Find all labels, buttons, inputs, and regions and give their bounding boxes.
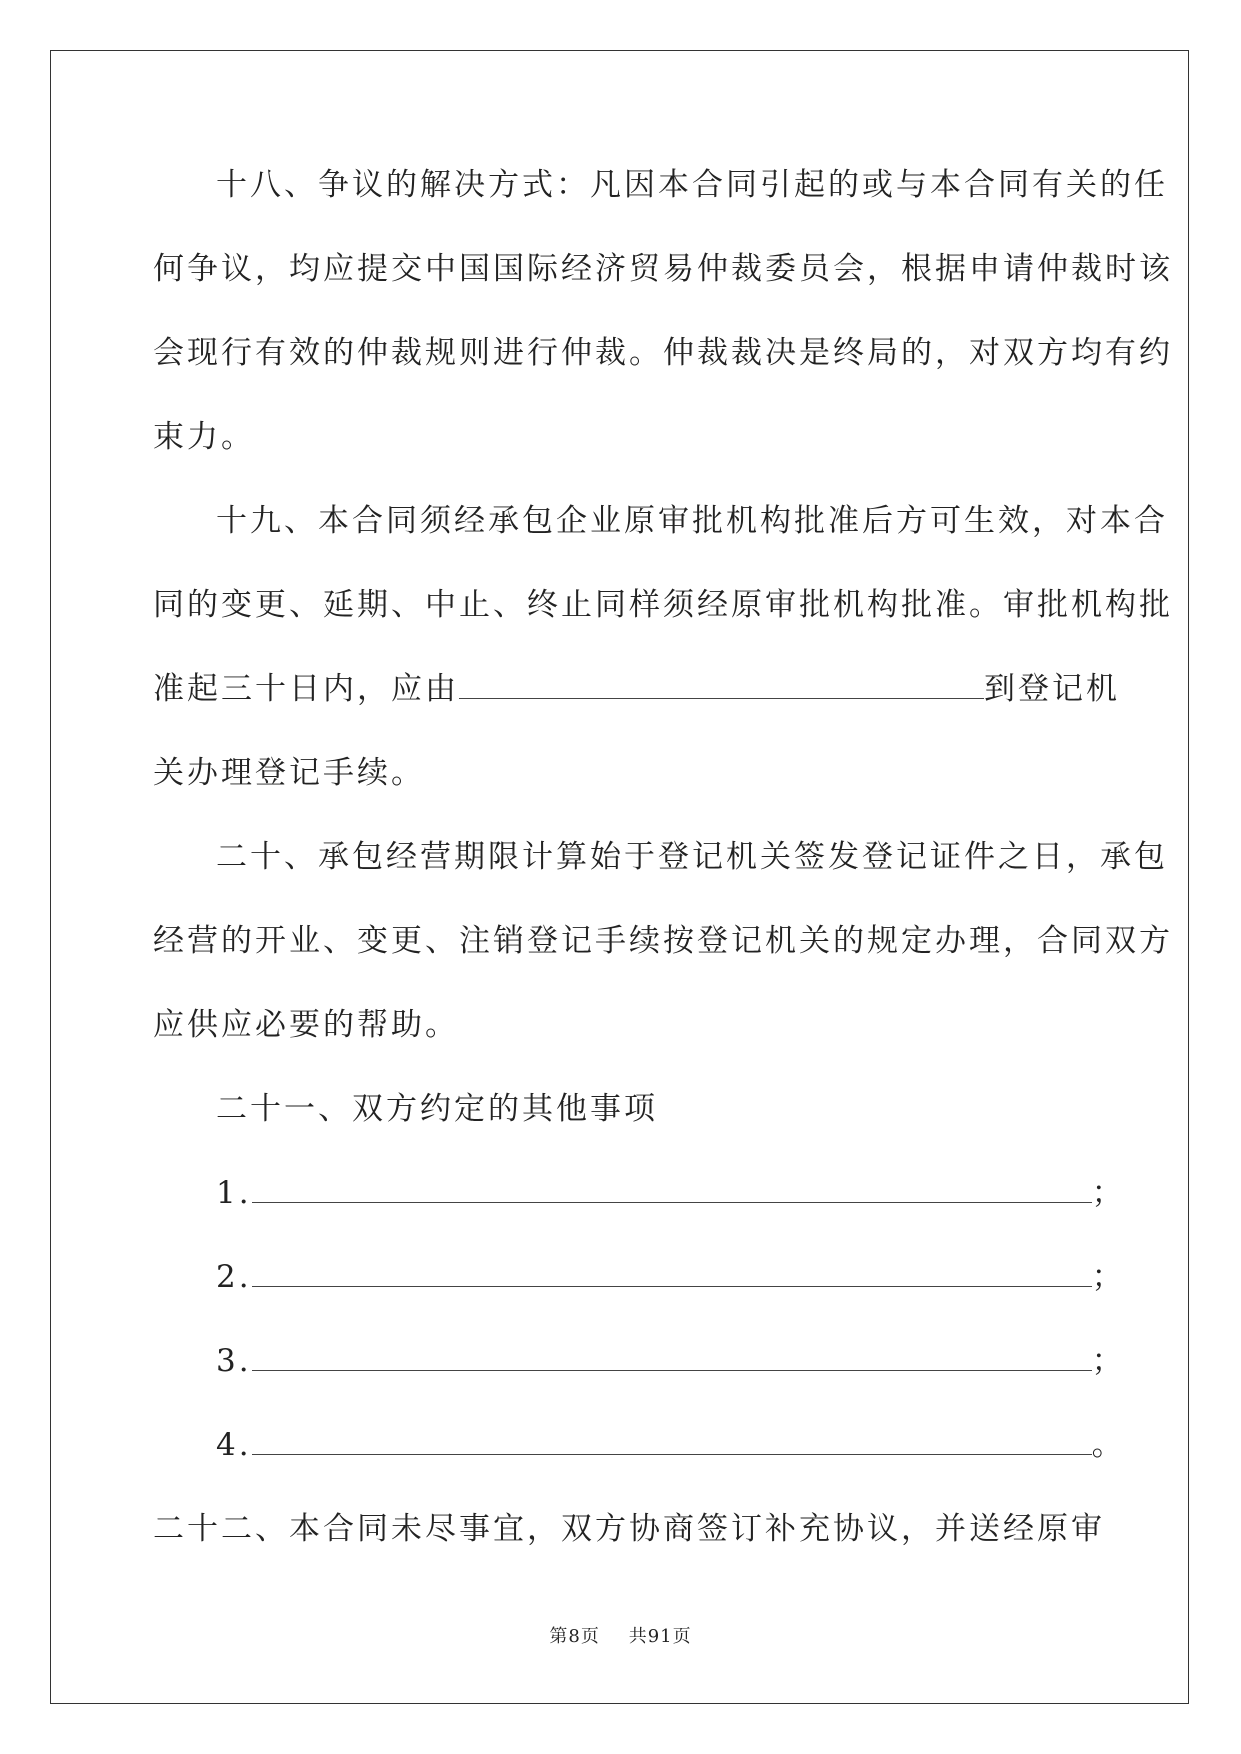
list-item-number: 4. [216,1427,252,1463]
paragraph-18-line-1: 十八、争议的解决方式：凡因本合同引起的或与本合同有关的任 [216,167,1168,203]
paragraph-19-line-3-start: 准起三十日内，应由 [153,671,459,707]
paragraph-20-line-3: 应供应必要的帮助。 [153,1007,459,1043]
paragraph-21-title: 二十一、双方约定的其他事项 [216,1091,658,1127]
paragraph-19-line-1: 十九、本合同须经承包企业原审批机构批准后方可生效，对本合 [216,503,1168,539]
list-item [153,1252,1126,1336]
list-item-end: 。 [1091,1427,1126,1463]
paragraph-18-line-4: 束力。 [153,419,255,455]
paragraph-19-line-3 [153,664,1120,748]
fill-in-blank-item-3[interactable] [252,1338,1092,1371]
paragraph-18-line-3: 会现行有效的仲裁规则进行仲裁。仲裁裁决是终局的，对双方均有约 [153,335,1173,371]
page-total: 共91页 [628,1626,692,1647]
fill-in-blank-item-4[interactable] [252,1422,1092,1455]
page-footer [0,1622,1241,1648]
paragraph-20-line-1: 二十、承包经营期限计算始于登记机关签发登记证件之日，承包 [216,839,1168,875]
page-number: 第8页 [549,1626,600,1647]
paragraph-19-line-4: 关办理登记手续。 [153,755,425,791]
fill-in-blank-registrant[interactable] [459,666,984,699]
document-body [153,160,1173,1588]
fill-in-blank-item-2[interactable] [252,1254,1092,1287]
paragraph-20-line-2: 经营的开业、变更、注销登记手续按登记机关的规定办理，合同双方 [153,923,1173,959]
list-item [153,1420,1126,1504]
paragraph-19-line-2: 同的变更、延期、中止、终止同样须经原审批机构批准。审批机构批 [153,587,1173,623]
list-item-end: ； [1091,1175,1126,1211]
fill-in-blank-item-1[interactable] [252,1170,1092,1203]
list-item [153,1168,1126,1252]
list-item-end: ； [1091,1343,1126,1379]
paragraph-18-line-2: 何争议，均应提交中国国际经济贸易仲裁委员会，根据申请仲裁时该 [153,251,1173,287]
list-item-number: 3. [216,1343,252,1379]
list-item-end: ； [1091,1259,1126,1295]
paragraph-19-line-3-end: 到登记机 [984,671,1120,707]
paragraph-22-line-1: 二十二、本合同未尽事宜，双方协商签订补充协议，并送经原审 [153,1511,1105,1547]
list-item-number: 2. [216,1259,252,1295]
list-item-number: 1. [216,1175,252,1211]
list-item [153,1336,1126,1420]
